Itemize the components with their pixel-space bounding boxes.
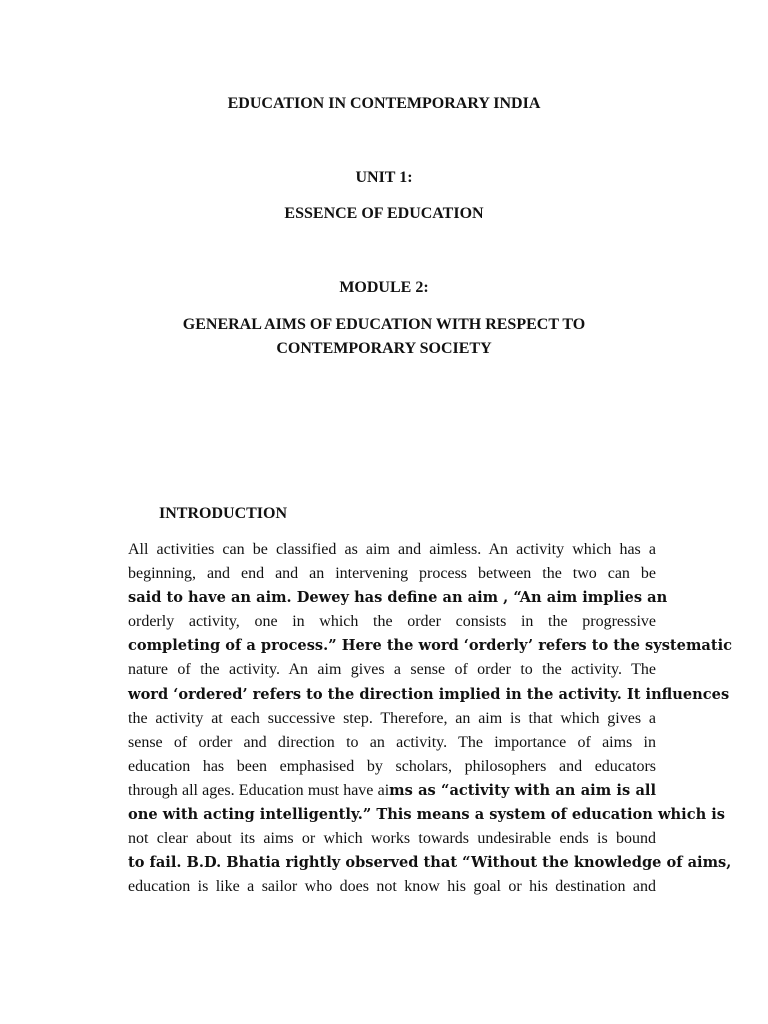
paragraph-line: not clear about its aims or which works towards undesirable ends is bound [128, 830, 656, 848]
paragraph-line: completing of a process.” Here the word ‘orderly’ refers to the systematic [128, 637, 733, 655]
paragraph-line: one with acting intelligently.” This means a system of education which is [128, 806, 726, 824]
paragraph-line-part: ms as “activity with an aim is all [389, 781, 657, 799]
paragraph-line: education has been emphasised by scholars, philosophers and educators [128, 757, 656, 775]
paragraph-line: the activity at each successive step. Therefore, an aim is that which gives a [128, 709, 656, 727]
paragraph-line: All activities can be classified as aim and aimless. An activity which has a [128, 541, 656, 558]
paragraph-line: word ‘ordered’ refers to the direction implied in the activity. It influences [128, 685, 730, 703]
module-title [124, 313, 644, 361]
module-title-line-2: CONTEMPORARY SOCIETY [276, 340, 492, 357]
paragraph-line: beginning, and end and an intervening process between the two can be [128, 565, 656, 583]
paragraph-line-part: through all ages. Education must have ai [128, 781, 390, 799]
paragraph-line [128, 779, 656, 803]
section-paragraph [128, 538, 733, 899]
module-label: MODULE 2: [339, 279, 429, 296]
paragraph-line: sense of order and direction to an activity. The importance of aims in [128, 733, 656, 751]
unit-label: UNIT 1: [355, 169, 413, 186]
paragraph-line: to fail. B.D. Bhatia rightly observed that “Without the knowledge of aims, [128, 854, 732, 872]
module-title-line-1: GENERAL AIMS OF EDUCATION WITH RESPECT TO [182, 316, 586, 333]
section-heading: INTRODUCTION [159, 505, 288, 522]
paragraph-line: orderly activity, one in which the order consists in the progressive [128, 613, 656, 631]
paragraph-line: education is like a sailor who does not know his goal or his destination and [128, 878, 656, 896]
course-title: EDUCATION IN CONTEMPORARY INDIA [227, 95, 541, 112]
paragraph-line: nature of the activity. An aim gives a sense of order to the activity. The [128, 661, 656, 679]
paragraph-line: said to have an aim. Dewey has define an aim , “An aim implies an [128, 589, 668, 607]
unit-title: ESSENCE OF EDUCATION [284, 205, 484, 222]
